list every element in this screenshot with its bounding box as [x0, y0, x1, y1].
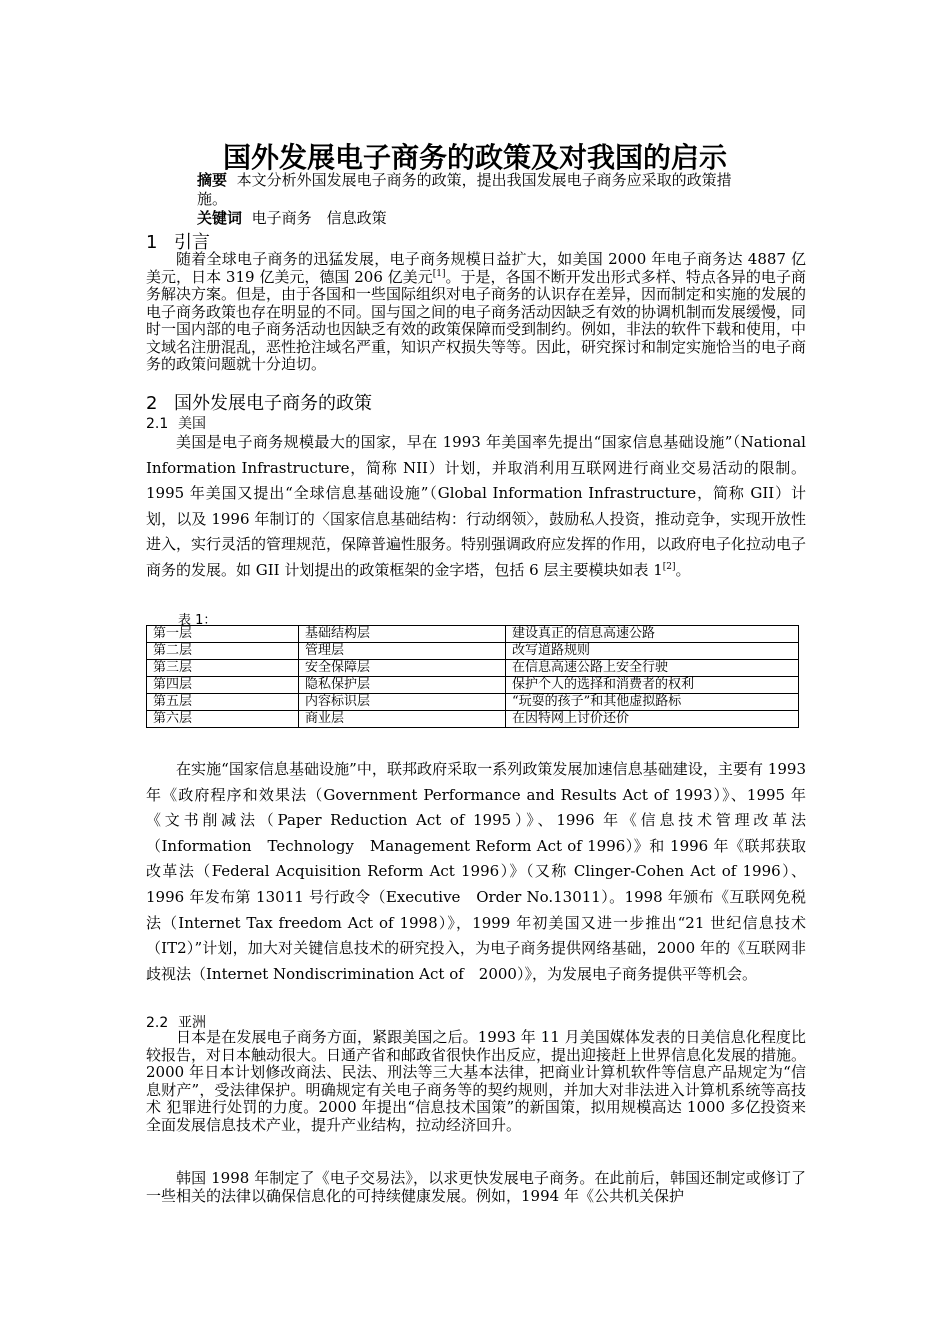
section-title: 引言 — [174, 232, 210, 253]
table-row — [147, 711, 799, 728]
table-caption: 表 1： — [178, 613, 217, 628]
usa-text-a: 美国是电子商务规模最大的国家，早在 1993 年美国率先提出“国家信息基础设施”（National Information Infrastructure，简称 NII）计划，并取消利用互联网进行商业交易活动的限制。1995 年美国又提出“全球信息基础设施”（Global Information Infrastructure，简称 GII）计划，以及 1996 年制订的〈国家信息基础结构：行动纲领〉，鼓励私人投资，推动竞争，实现开放性进入，实行灵活的管理规范，保障普遍性服务。特别强调政府应发挥的作用，以政府电子化拉动电子商务的发展。如 GII 计划提出的政策框架的金字塔，包括 6 层主要模块如表 1 — [146, 433, 807, 579]
table-cell: 建设真正的信息高速公路 — [506, 626, 799, 643]
usa-text-b: 。 — [675, 560, 691, 579]
section-number: 2.1 — [146, 416, 169, 432]
table-cell: 第三层 — [147, 660, 299, 677]
asia-paragraph-1: 日本是在发展电子商务方面，紧跟美国之后。1993 年 11 月美国媒体发表的日美信息化程度比较报告，对日本触动很大。日通产省和邮政省很快作出反应，提出迎接赶上世界信息化发展的措施。2000 年日本计划修改商法、民法、刑法等三大基本法律，把商业计算机软件等信息产品规定为“信息财产”，受法律保护。明确规定有关电子商务等的契约规则，并加大对非法进入计算机系统等高技术 犯罪进行处罚的力度。2000 年提出“信息技术国策”的新国策，拟用规模高达 1000 多亿投资来全面发展信息技术产业，提升产业结构，拉动经济回升。 — [146, 1028, 807, 1134]
citation-2: [2] — [662, 561, 676, 572]
table-cell: 第一层 — [147, 626, 299, 643]
keywords-label: 关键词 — [197, 209, 243, 227]
section-number: 2 — [146, 393, 158, 414]
table-cell: 安全保障层 — [299, 660, 506, 677]
table-cell: 隐私保护层 — [299, 677, 506, 694]
abstract-text: 本文分析外国发展电子商务的政策，提出我国发展电子商务应采取的政策措施。 — [197, 171, 732, 208]
table-cell: 管理层 — [299, 643, 506, 660]
table-cell: 第六层 — [147, 711, 299, 728]
usa-paragraph-2: 在实施“国家信息基础设施”中，联邦政府采取一系列政策发展加速信息基础建设，主要有 1993 年《政府程序和效果法（Government Performance and Results Act of 1993）》、1995 年《文书削减法（Paper Reduction Act of 1995）》、1996 年《信息技术管理改革法（Information Technology Management Reform Act of 1996）》和 1996 年《联邦获取改革法（Federal Acquisition Reform Act 1996）》（又称 Clinger-Cohen Act of 1996）、1996 年发布第 13011 号行政令（Executive Order No.13011）。1998 年颁布《互联网免税法（Internet Tax freedom Act of 1998）》，1999 年初美国又进一步推出“21 世纪信息技术（IT2）”计划，加大对关键信息技术的研究投入，为电子商务提供网络基础，2000 年的《互联网非歧视法（Internet Nondiscrimination Act of 2000）》，为发展电子商务提供平等机会。 — [146, 760, 806, 983]
section-title: 亚洲 — [178, 1015, 206, 1031]
table-cell: 保护个人的选择和消费者的权利 — [506, 677, 799, 694]
table-cell: 商业层 — [299, 711, 506, 728]
table-cell: 改写道路规则 — [506, 643, 799, 660]
asia-paragraph-2: 韩国 1998 年制定了《电子交易法》，以求更快发展电子商务。在此前后，韩国还制定或修订了一些相关的法律以确保信息化的可持续健康发展。例如，1994 年《公共机关保护 — [146, 1169, 806, 1205]
table-row — [147, 694, 799, 711]
table-cell: 内容标识层 — [299, 694, 506, 711]
gii-framework-table — [146, 625, 799, 728]
table-row — [147, 677, 799, 694]
section-title: 国外发展电子商务的政策 — [174, 393, 372, 414]
table-cell: 第四层 — [147, 677, 299, 694]
table-cell: 第二层 — [147, 643, 299, 660]
intro-paragraph — [146, 251, 806, 374]
usa-paragraph-1 — [146, 430, 806, 584]
section-title: 美国 — [178, 416, 206, 432]
keywords-text: 电子商务 信息政策 — [251, 209, 387, 227]
table-row — [147, 626, 799, 643]
section-number: 2.2 — [146, 1015, 169, 1031]
keywords — [197, 209, 757, 228]
table-cell: 基础结构层 — [299, 626, 506, 643]
intro-text-b: 。于是，各国不断开发出形式多样、特点各异的电子商务解决方案。但是，由于各国和一些国际组织对电子商务的认识存在差异，因而制定和实施的发展的电子商务政策也存在明显的不同。国与国之间的电子商务活动因缺乏有效的协调机制而发展缓慢，同时一国内部的电子商务活动也因缺乏有效的政策保障而受到制约。例如，非法的软件下载和使用，中文域名注册混乱，恶性抢注域名严重，知识产权损失等等。因此，研究探讨和制定实施恰当的电子商务的政策问题就十分迫切。 — [146, 267, 807, 373]
abstract-label: 摘要 — [197, 171, 228, 189]
table-cell: 在信息高速公路上安全行驶 — [506, 660, 799, 677]
table-cell: 在因特网上讨价还价 — [506, 711, 799, 728]
table-row — [147, 643, 799, 660]
table-cell: 第五层 — [147, 694, 299, 711]
intro-text-a: 随着全球电子商务的迅猛发展，电子商务规模日益扩大，如美国 2000 年电子商务达 4887 亿美元，日本 319 亿美元，德国 206 亿美元 — [146, 250, 806, 286]
table-row — [147, 660, 799, 677]
page-title: 国外发展电子商务的政策及对我国的启示 — [222, 141, 727, 174]
section-2-heading — [146, 389, 372, 415]
abstract — [197, 171, 757, 209]
section-number: 1 — [146, 232, 158, 253]
citation-1: [1] — [432, 268, 446, 279]
table-cell: “玩耍的孩子”和其他虚拟路标 — [506, 694, 799, 711]
